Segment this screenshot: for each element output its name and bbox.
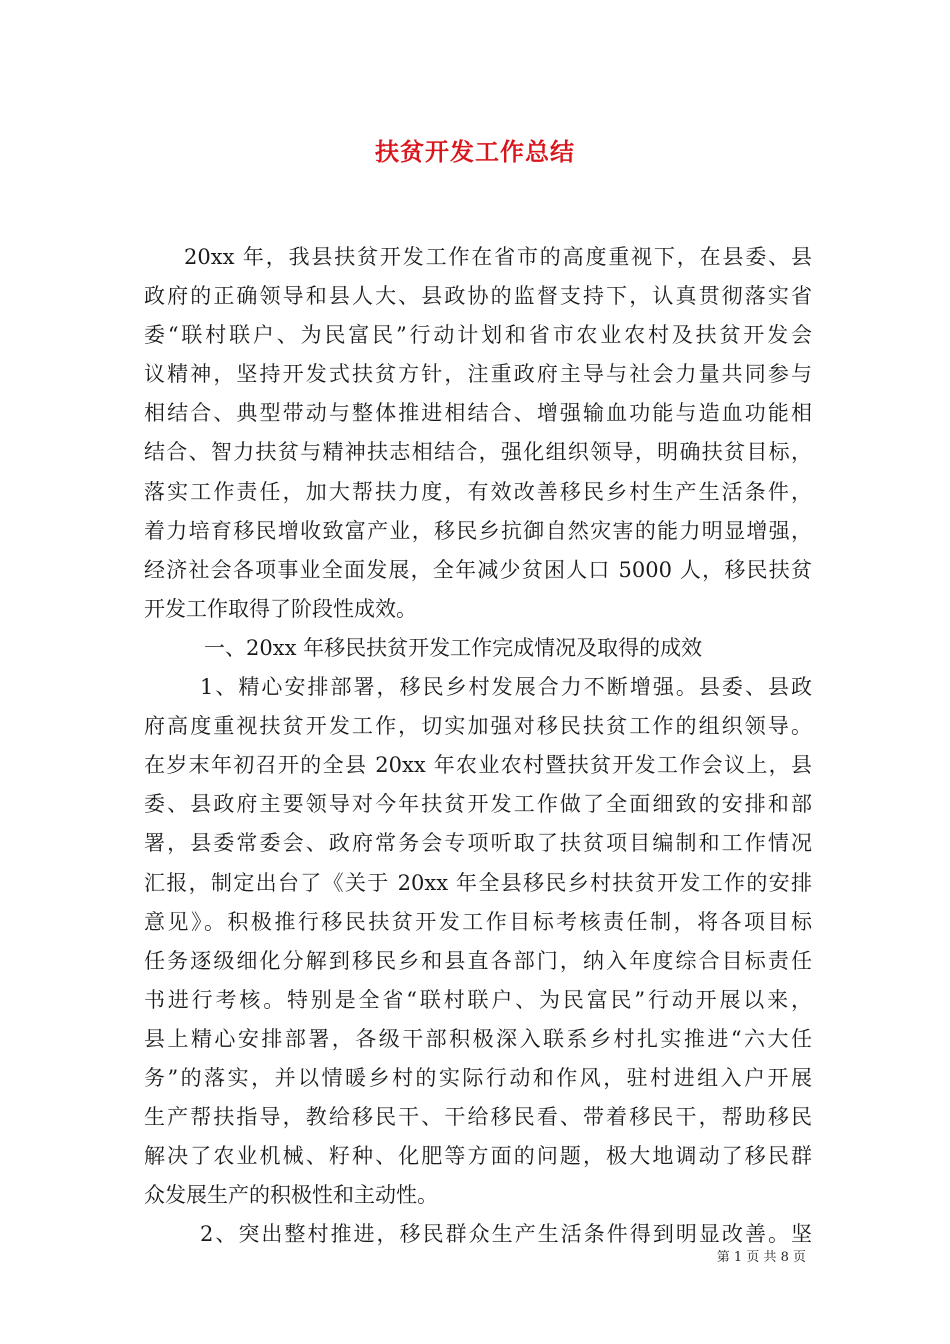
body-line: 经济社会各项事业全面发展，全年减少贫困人口 5000 人，移民扶贫 <box>144 557 812 582</box>
body-line: 生产帮扶指导，教给移民干、干给移民看、带着移民干，帮助移民 <box>144 1105 812 1130</box>
body-line: 署，县委常委会、政府常务会专项听取了扶贫项目编制和工作情况 <box>144 831 812 856</box>
body-line: 务”的落实，并以情暖乡村的实际行动和作风，驻村进组入户开展 <box>144 1065 812 1090</box>
body-line: 众发展生产的积极性和主动性。 <box>144 1183 438 1208</box>
body-line: 落实工作责任，加大帮扶力度，有效改善移民乡村生产生活条件， <box>144 479 812 504</box>
section-heading: 一、20xx 年移民扶贫开发工作完成情况及取得的成效 <box>204 635 703 660</box>
document-body <box>144 238 812 1254</box>
body-line: 委、县政府主要领导对今年扶贫开发工作做了全面细致的安排和部 <box>144 792 812 817</box>
body-line: 议精神，坚持开发式扶贫方针，注重政府主导与社会力量共同参与 <box>144 362 812 387</box>
body-line: 着力培育移民增收致富产业，移民乡抗御自然灾害的能力明显增强， <box>144 518 812 543</box>
body-line: 委“联村联户、为民富民”行动计划和省市农业农村及扶贫开发会 <box>144 323 812 348</box>
body-line: 在岁末年初召开的全县 20xx 年农业农村暨扶贫开发工作会议上，县 <box>144 753 812 778</box>
body-line: 政府的正确领导和县人大、县政协的监督支持下，认真贯彻落实省 <box>144 284 812 309</box>
body-line: 1、精心安排部署，移民乡村发展合力不断增强。县委、县政 <box>200 675 812 700</box>
body-line: 解决了农业机械、籽种、化肥等方面的问题，极大地调动了移民群 <box>144 1144 812 1169</box>
body-line: 20xx 年，我县扶贫开发工作在省市的高度重视下，在县委、县 <box>184 245 812 269</box>
body-line: 县上精心安排部署，各级干部积极深入联系乡村扎实推进“六大任 <box>144 1026 812 1051</box>
page-number: 第 1 页 共 8 页 <box>716 1250 806 1265</box>
body-line: 府高度重视扶贫开发工作，切实加强对移民扶贫工作的组织领导。 <box>144 714 812 739</box>
body-line: 结合、智力扶贫与精神扶志相结合，强化组织领导，明确扶贫目标， <box>144 440 812 465</box>
body-line: 开发工作取得了阶段性成效。 <box>144 596 417 621</box>
body-line: 任务逐级细化分解到移民乡和县直各部门，纳入年度综合目标责任 <box>144 948 812 973</box>
body-line: 汇报，制定出台了《关于 20xx 年全县移民乡村扶贫开发工作的安排 <box>144 870 812 895</box>
body-line: 书进行考核。特别是全省“联村联户、为民富民”行动开展以来， <box>144 987 812 1012</box>
body-line: 意见》。积极推行移民扶贫开发工作目标考核责任制，将各项目标 <box>144 909 812 934</box>
body-line: 相结合、典型带动与整体推进相结合、增强输血功能与造血功能相 <box>144 401 812 426</box>
body-line: 2、突出整村推进，移民群众生产生活条件得到明显改善。坚 <box>200 1222 812 1247</box>
document-title: 扶贫开发工作总结 <box>375 137 575 166</box>
